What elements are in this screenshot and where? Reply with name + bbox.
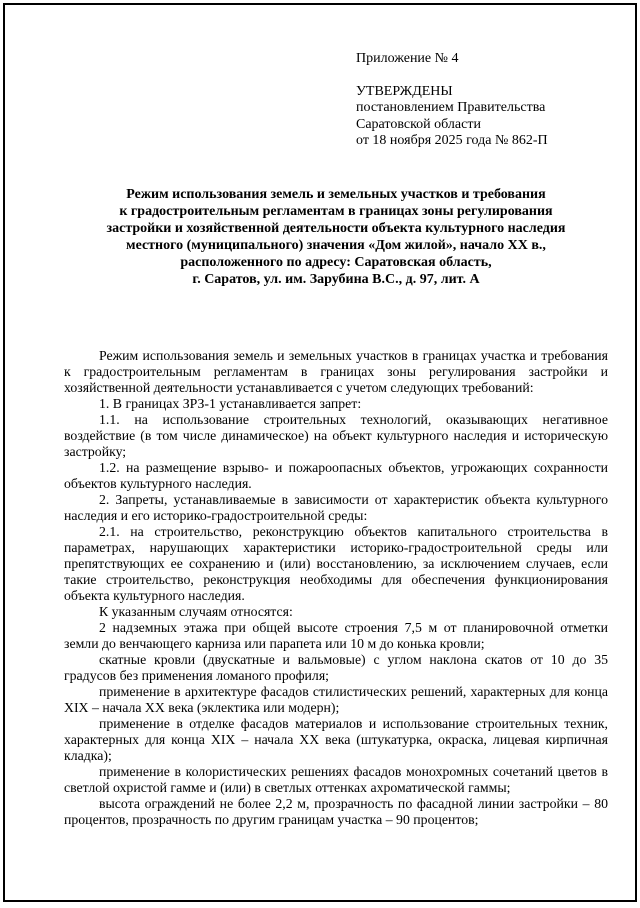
approved-by-line-3: от 18 ноября 2025 года № 862-П bbox=[356, 133, 548, 148]
body-paragraph: высота ограждений не более 2,2 м, прозрачность по фасадной линии застройки – 80 процентов, прозрачность по другим границам участка – 90 процентов; bbox=[64, 795, 608, 827]
body-paragraph: Режим использования земель и земельных участков в границах участка и требования к градостроительным регламентам в границах зоны регулирования застройки и хозяйственной деятельности устанавливается с учетом следующих требований: bbox=[64, 347, 608, 395]
body-paragraph: 2 надземных этажа при общей высоте строения 7,5 м от планировочной отметки земли до венчающего карниза или парапета или 10 м до конька кровли; bbox=[64, 619, 608, 651]
body-paragraph: применение в колористических решениях фасадов монохромных сочетаний цветов в светлой охристой гамме и (или) в светлых оттенках ахроматической гаммы; bbox=[64, 763, 608, 795]
annex-number: Приложение № 4 bbox=[356, 51, 459, 66]
body-paragraph: 1.1. на использование строительных технологий, оказывающих негативное воздействие (в том числе динамическое) на объект культурного наследия и историческую застройку; bbox=[64, 411, 608, 459]
body-paragraph: 2. Запреты, устанавливаемые в зависимости от характеристик объекта культурного наследия и его историко-градостроительной среды: bbox=[64, 491, 608, 523]
title-line-1: Режим использования земель и земельных участков и требования bbox=[126, 186, 546, 202]
approved-by-line-1: постановлением Правительства bbox=[356, 100, 546, 115]
document-body bbox=[64, 348, 608, 828]
body-paragraph: скатные кровли (двускатные и вальмовые) с углом наклона скатов от 10 до 35 градусов без применения ломаного профиля; bbox=[64, 651, 608, 683]
approval-block bbox=[356, 51, 608, 150]
title-line-4: местного (муниципального) значения «Дом жилой», начало XX в., bbox=[126, 237, 546, 253]
title-line-5: расположенного по адресу: Саратовская область, bbox=[180, 254, 492, 270]
document-page bbox=[3, 3, 637, 902]
body-paragraph: К указанным случаям относятся: bbox=[99, 603, 293, 619]
body-paragraph: 1.2. на размещение взрыво- и пожароопасных объектов, угрожающих сохранности объектов культурного наследия. bbox=[64, 459, 608, 491]
approved-by-line-2: Саратовской области bbox=[356, 116, 481, 132]
approved-heading: УТВЕРЖДЕНЫ bbox=[356, 83, 453, 99]
title-line-3: застройки и хозяйственной деятельности объекта культурного наследия bbox=[106, 220, 566, 236]
body-paragraph: 1. В границах ЗРЗ-1 устанавливается запрет: bbox=[99, 395, 362, 411]
document-title bbox=[64, 186, 608, 288]
body-paragraph: применение в архитектуре фасадов стилистических решений, характерных для конца XIX – начала XX века (эклектика или модерн); bbox=[64, 683, 608, 715]
title-line-2: к градостроительным регламентам в границах зоны регулирования bbox=[119, 203, 553, 219]
title-line-6: г. Саратов, ул. им. Зарубина В.С., д. 97, лит. А bbox=[192, 271, 480, 287]
body-paragraph: применение в отделке фасадов материалов и использование строительных техник, характерных для конца XIX – начала XX века (штукатурка, окраска, лицевая кирпичная кладка); bbox=[64, 715, 608, 763]
body-paragraph: 2.1. на строительство, реконструкцию объектов капитального строительства в параметрах, нарушающих характеристики историко-градостроительной среды или препятствующих ее сохранению и (или) восстановлению, за исключением случаев, если такие строительство, реконструкция необходимы для обеспечения функционирования объекта культурного наследия. bbox=[64, 523, 608, 603]
